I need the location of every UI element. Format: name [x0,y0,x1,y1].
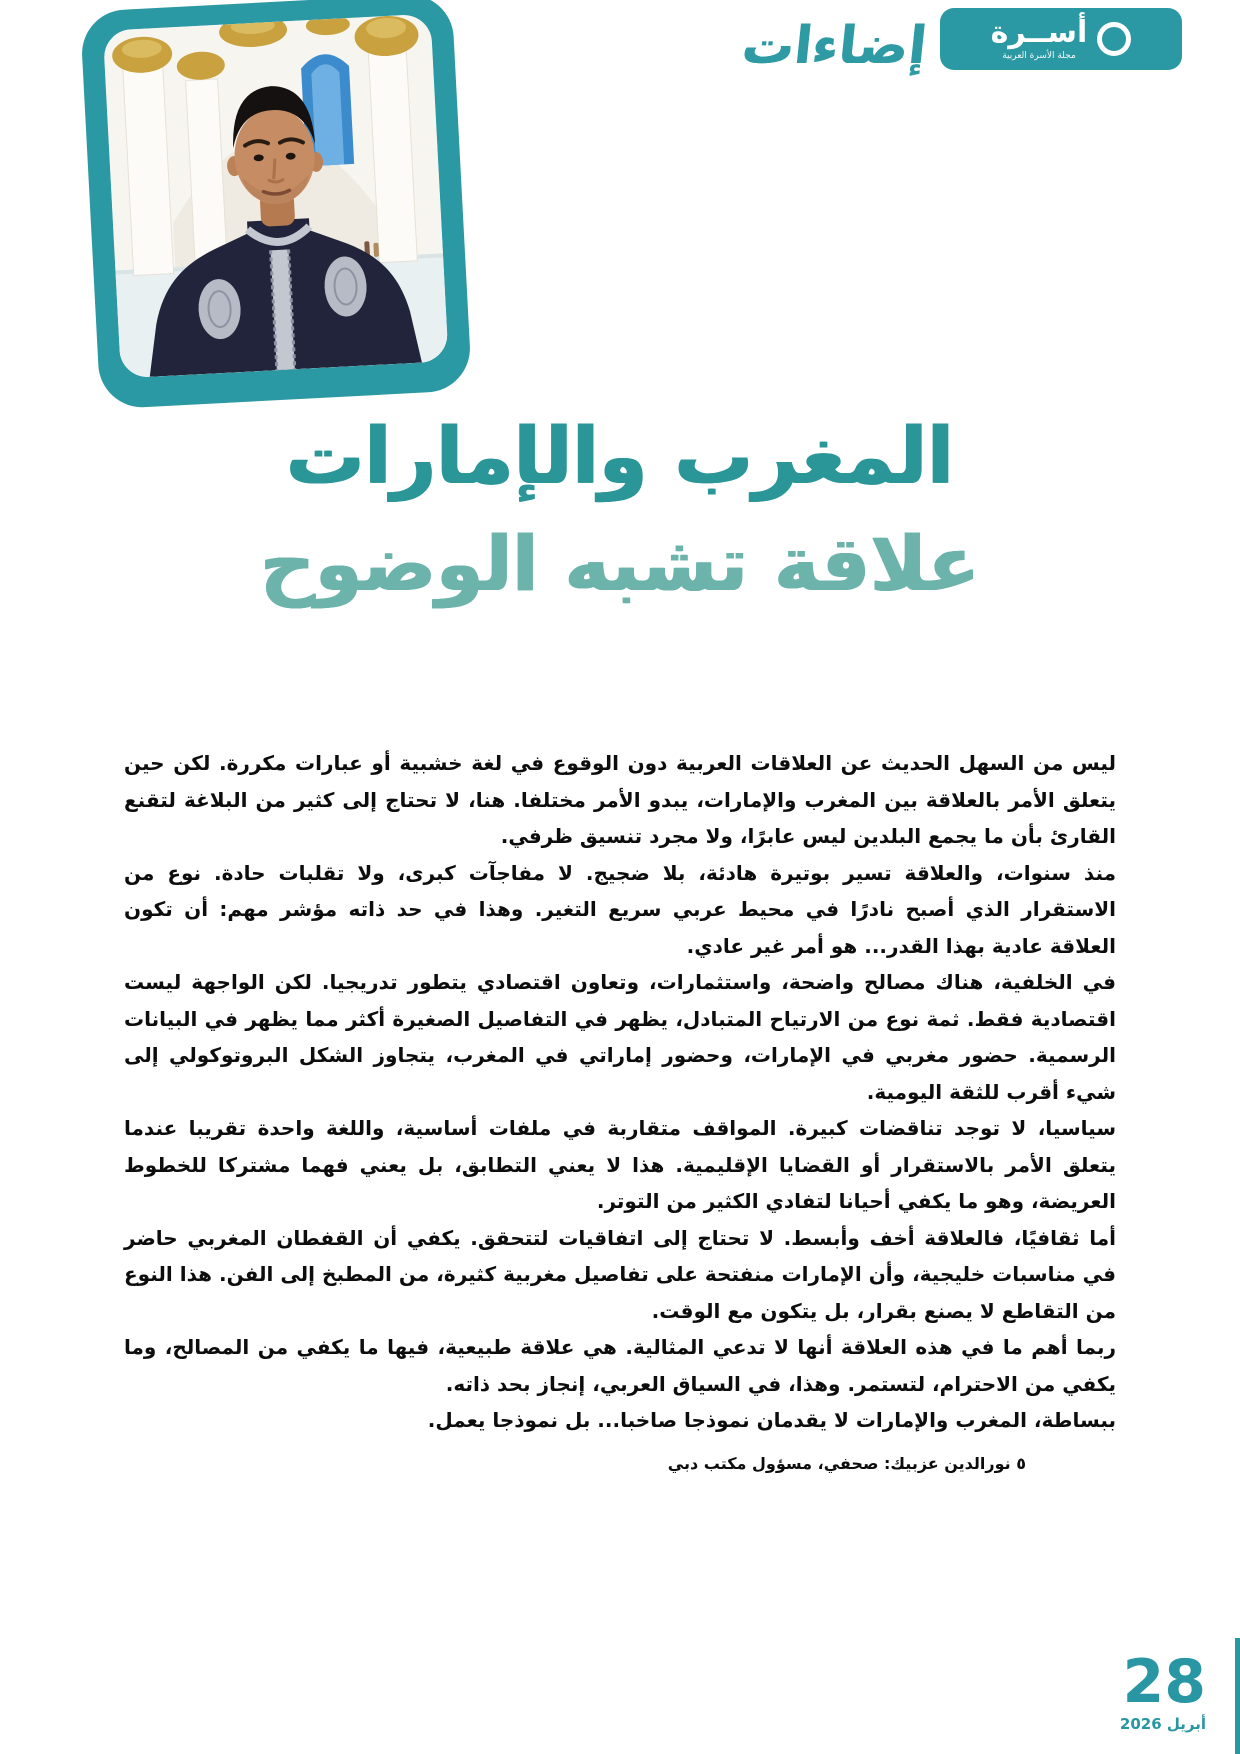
section-label: إضاءات [738,16,930,76]
page-number: 28 [1122,1647,1206,1717]
page-footer [1119,1647,1206,1733]
article-paragraph: منذ سنوات، والعلاقة تسير بوتيرة هادئة، بلا ضجيج. لا مفاجآت كبرى، ولا تقلبات حادة. نوع من الاستقرار الذي أصبح نادرًا في محيط عربي سريع التغير. وهذا في حد ذاته مؤشر مهم: أن تكون العلاقة عادية بهذا القدر... هو أمر غير عادي. [124,860,1116,958]
magazine-logo-badge [940,8,1182,70]
article-paragraph: ببساطة، المغرب والإمارات لا يقدمان نموذجا صاخبا... بل نموذجا يعمل. [427,1408,1116,1432]
article-paragraph: في الخلفية، هناك مصالح واضحة، واستثمارات، وتعاون اقتصادي يتطور تدريجيا. لكن الواجهة ليست اقتصادية فقط. ثمة نوع من الارتياح المتبادل، يظهر في التفاصيل الصغيرة أكثر مما يظهر في البيانات الرسمية. حضور مغربي في الإمارات، وحضور إماراتي في المغرب، يتجاوز الشكل البروتوكولي إلى شيء أقرب للثقة اليومية. [124,970,1116,1104]
mosque-portrait-illustration [103,14,449,379]
headline-line2: علاقة تشبه الوضوح [260,518,980,608]
page-edge-bar [1235,1638,1240,1754]
article-paragraph: ليس من السهل الحديث عن العلاقات العربية دون الوقوع في لغة خشبية أو عبارات مكررة. لكن حين يتعلق الأمر بالعلاقة بين المغرب والإمارات، يبدو الأمر مختلفا. هنا، لا تحتاج إلى كثير من البلاغة لتقنع القارئ بأن ما يجمع البلدين ليس عابرًا، ولا مجرد تنسيق ظرفي. [124,751,1116,848]
article-body [124,745,1116,1477]
article-headline [0,404,1240,617]
magazine-name: أســرة [990,14,1088,50]
blue-window-inner [311,64,344,166]
portrait-photo-card [80,0,472,409]
article-paragraph: سياسيا، لا توجد تناقضات كبيرة. المواقف متقاربة في ملفات أساسية، واللغة واحدة تقريبا عندما يتعلق الأمر بالاستقرار أو القضايا الإقليمية. هذا لا يعني التطابق، بل يعني فهما مشتركا للخطوط العريضة، وهو ما يكفي أحيانا لتفادي الكثير من التوتر. [124,1116,1116,1213]
distant-figure [373,243,379,257]
magazine-logo [990,14,1088,61]
article-byline: ٥ نورالدين عزبيك: صحفي، مسؤول مكتب دبي [667,1453,1026,1473]
article-paragraphs [124,745,1116,1439]
article-paragraph: ربما أهم ما في هذه العلاقة أنها لا تدعي المثالية. هي علاقة طبيعية، فيها ما يكفي من المصالح، وما يكفي من الاحترام، لتستمر. وهذا، في السياق العربي، إنجاز بحد ذاته. [124,1335,1116,1396]
logo-ring-icon [1097,22,1131,56]
magazine-tagline: مجلة الأسرة العربية [1002,50,1076,61]
headline-line1: المغرب والإمارات [286,412,954,502]
issue-date: أبريل 2026 [1119,1715,1206,1733]
article-paragraph: أما ثقافيًا، فالعلاقة أخف وأبسط. لا تحتاج إلى اتفاقيات لتتحقق. يكفي أن القفطان المغربي حاضر في مناسبات خليجية، وأن الإمارات منفتحة على تفاصيل مغربية كثيرة، من المطبخ إلى الفن. هذا النوع من التقاطع لا يصنع بقرار، بل يتكون مع الوقت. [124,1225,1116,1323]
portrait-photo [103,14,449,379]
